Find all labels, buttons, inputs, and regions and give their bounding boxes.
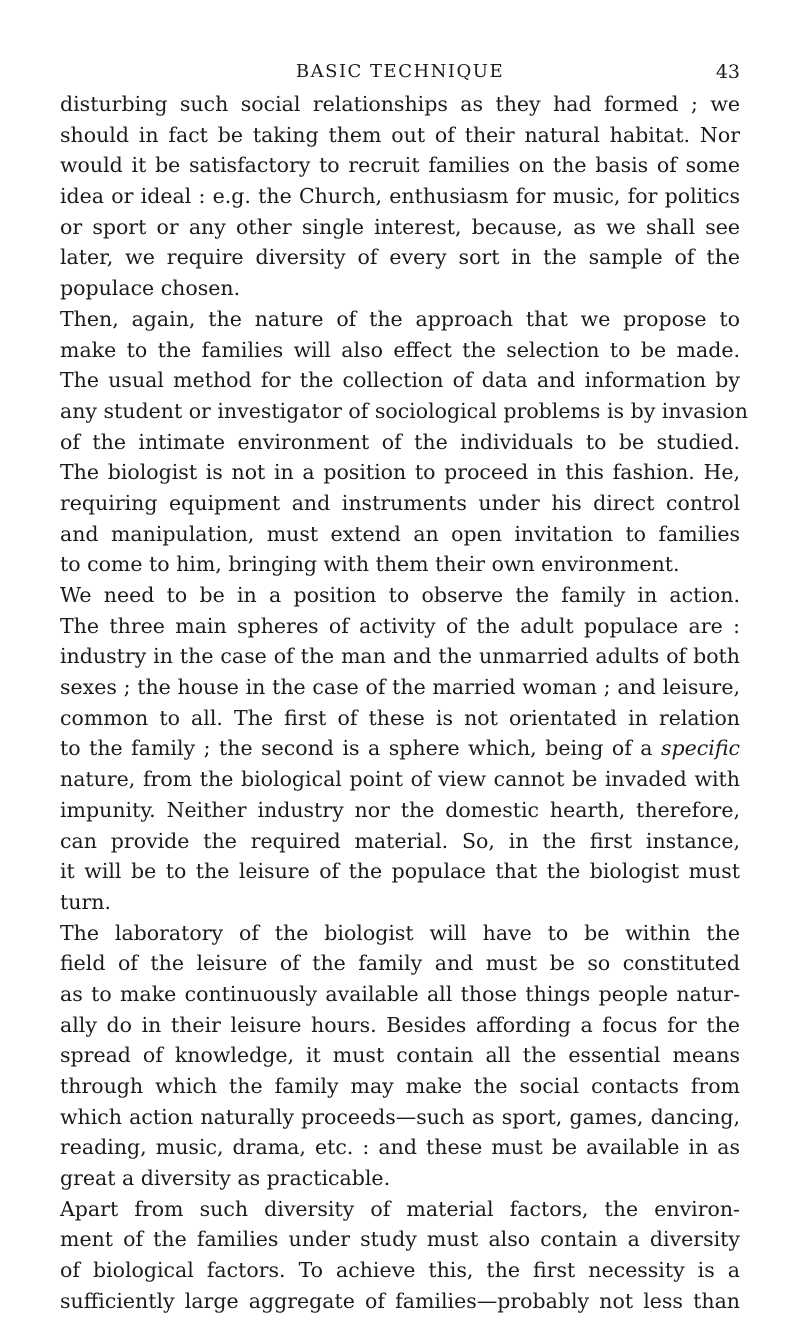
text-line: requiring equipment and instruments under his direct control (60, 490, 740, 515)
text-line: Apart from such diversity of material factors, the environ- (60, 1196, 740, 1221)
text-line: We need to be in a position to observe the family in action. (60, 583, 740, 607)
text-line: as to make continuously available all those things people natur- (60, 981, 740, 1006)
text-line (60, 733, 740, 764)
text-line: nature, from the biological point of view cannot be invaded with (60, 767, 740, 792)
text-line: disturbing such social relationships as they had formed ; we (60, 92, 740, 116)
text-line: later, we require diversity of every sort in the sample of the (60, 245, 740, 270)
body-text (60, 89, 748, 1317)
text-line: through which the family may make the social contacts from (60, 1074, 740, 1098)
text-line-start: to the family ; the second is a sphere which, being of a (60, 736, 662, 761)
text-line: of biological factors. To achieve this, the first necessity is a (60, 1258, 740, 1283)
text-line: Then, again, the nature of the approach that we propose to (60, 306, 740, 331)
page-number: 43 (715, 61, 740, 83)
text-line: common to all. The first of these is not orientated in relation (60, 705, 740, 730)
text-line: or sport or any other single interest, because, as we shall see (60, 214, 740, 239)
text-line: The laboratory of the biologist will have to be within the (60, 920, 740, 945)
text-line: to come to him, bringing with them their own environment. (60, 552, 680, 577)
text-line: ment of the families under study must also contain a diversity (60, 1227, 740, 1252)
text-line: The biologist is not in a position to proceed in this fashion. He, (60, 460, 740, 485)
text-line: field of the leisure of the family and must be so constituted (60, 951, 740, 976)
text-line: of the intimate environment of the individuals to be studied. (60, 429, 740, 454)
text-line: sufficiently large aggregate of families—probably not less than (60, 1288, 740, 1313)
text-line: idea or ideal : e.g. the Church, enthusiasm for music, for politics (60, 184, 740, 209)
text-line: The usual method for the collection of data and information by (60, 368, 740, 393)
text-line: and manipulation, must extend an open invitation to families (60, 521, 740, 546)
text-line: reading, music, drama, etc. : and these must be available in as (60, 1135, 740, 1160)
running-head-title: BASIC TECHNIQUE (295, 61, 505, 82)
text-line: any student or investigator of sociological problems is by invasion (60, 398, 748, 423)
running-head (60, 61, 740, 87)
text-line: great a diversity as practicable. (60, 1166, 391, 1191)
text-line: should in fact be taking them out of their natural habitat. Nor (60, 122, 740, 147)
text-line: turn. (60, 889, 111, 914)
text-line: it will be to the leisure of the populace that the biologist must (60, 859, 740, 884)
text-line: can provide the required material. So, in the first instance, (60, 828, 740, 853)
text-line: industry in the case of the man and the unmarried adults of both (60, 644, 740, 669)
text-line: make to the families will also effect the selection to be made. (60, 337, 740, 362)
text-line: sexes ; the house in the case of the married woman ; and leisure, (60, 675, 740, 700)
text-line: The three main spheres of activity of the adult populace are : (60, 613, 740, 638)
text-line: spread of knowledge, it must contain all the essential means (60, 1043, 740, 1068)
text-line: ally do in their leisure hours. Besides affording a focus for the (60, 1012, 740, 1037)
text-line: which action naturally proceeds—such as sport, games, dancing, (60, 1104, 740, 1129)
text-line: would it be satisfactory to recruit families on the basis of some (60, 153, 740, 178)
text-line: populace chosen. (60, 276, 241, 301)
text-line: impunity. Neither industry nor the domestic hearth, therefore, (60, 797, 740, 822)
italic-word-specific: specific (661, 736, 740, 761)
